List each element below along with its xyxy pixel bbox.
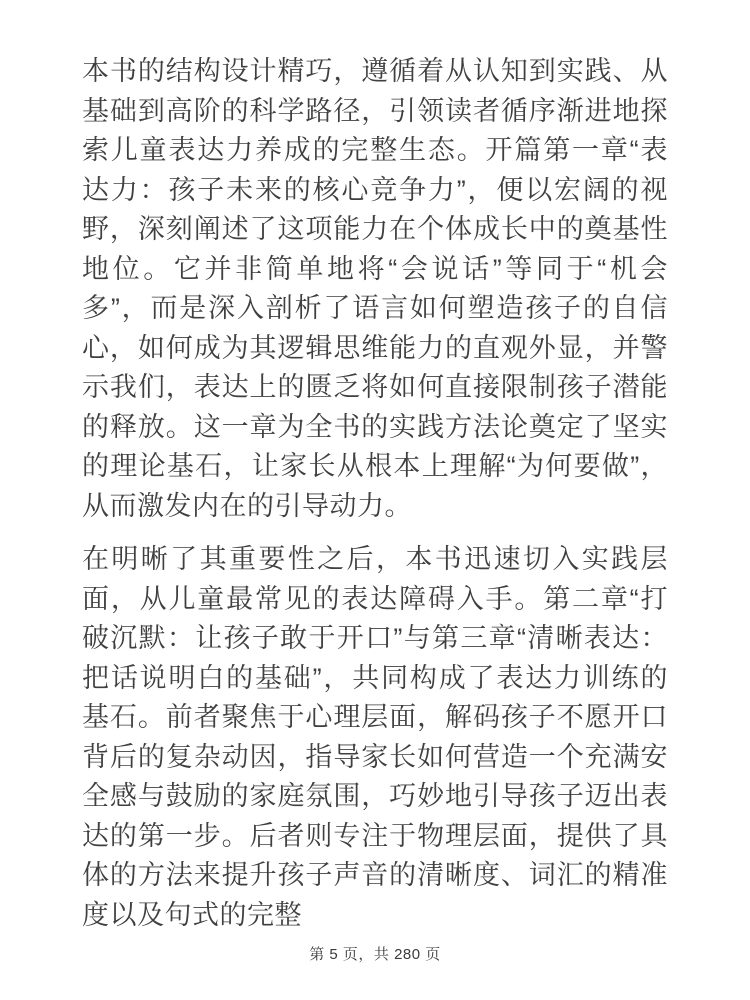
page-footer xyxy=(0,943,750,964)
page-number-indicator: 第 5 页，共 280 页 xyxy=(309,946,441,963)
page-body-text xyxy=(82,52,668,949)
paragraph: 本书的结构设计精巧，遵循着从认知到实践、从基础到高阶的科学路径，引领读者循序渐进地探索儿童表达力养成的完整生态。开篇第一章“表达力：孩子未来的核心竞争力”，便以宏阔的视野，深刻阐述了这项能力在个体成长中的奠基性地位。它并非简单地将“会说话”等同于“机会多”，而是深入剖析了语言如何塑造孩子的自信心，如何成为其逻辑思维能力的直观外显，并警示我们，表达上的匮乏将如何直接限制孩子潜能的释放。这一章为全书的实践方法论奠定了坚实的理论基石，让家长从根本上理解“为何要做”，从而激发内在的引导动力。 xyxy=(82,56,668,521)
paragraph: 在明晰了其重要性之后，本书迅速切入实践层面，从儿童最常见的表达障碍入手。第二章“打破沉默：让孩子敢于开口”与第三章“清晰表达：把话说明白的基础”，共同构成了表达力训练的基石。前者聚焦于心理层面，解码孩子不愿开口背后的复杂动因，指导家长如何营造一个充满安全感与鼓励的家庭氛围，巧妙地引导孩子迈出表达的第一步。后者则专注于物理层面，提供了具体的方法来提升孩子声音的清晰度、词汇的精准度以及句式的完整 xyxy=(82,544,668,930)
